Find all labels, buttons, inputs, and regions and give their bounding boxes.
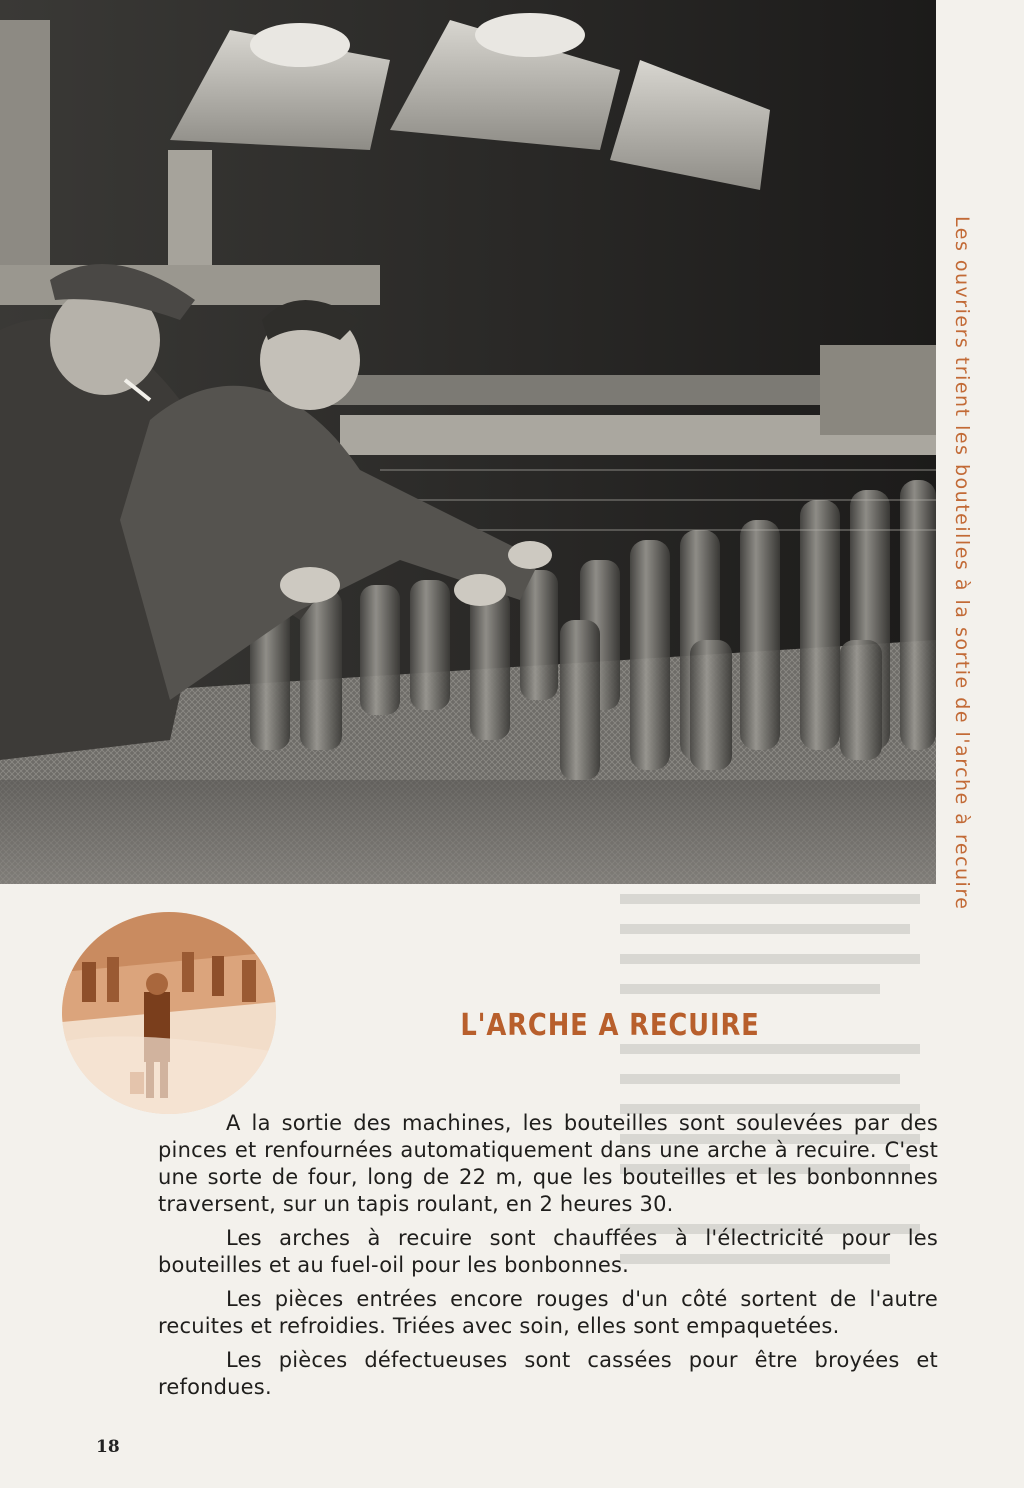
paragraph: Les pièces défectueuses sont cassées pour être broyées et refondues. [158,1348,938,1399]
quarry-workers-image [62,912,276,1114]
photo-caption: Les ouvriers trient les bouteilles à la sortie de l'arche à recuire [951,216,973,911]
paragraph: Les arches à recuire sont chauffées à l'électricité pour les bouteilles et au fuel-oil pour les bonbonnes. [158,1226,938,1277]
sepia-roundel-image [62,912,276,1114]
section-title: L'ARCHE A RECUIRE [460,1008,760,1043]
article-body [158,1110,938,1408]
paragraph: A la sortie des machines, les bouteilles sont soulevées par des pinces et renfournées automatiquement dans une arche à recuire. C'est une sorte de four, long de 22 m, que les bouteilles et les bonbonnnes traversent, sur un tapis roulant, en 2 heures 30. [158,1111,938,1216]
page-number: 18 [96,1437,120,1457]
paragraph: Les pièces entrées encore rouges d'un côté sortent de l'autre recuites et refroidies. Triées avec soin, elles sont empaquetées. [158,1287,938,1338]
